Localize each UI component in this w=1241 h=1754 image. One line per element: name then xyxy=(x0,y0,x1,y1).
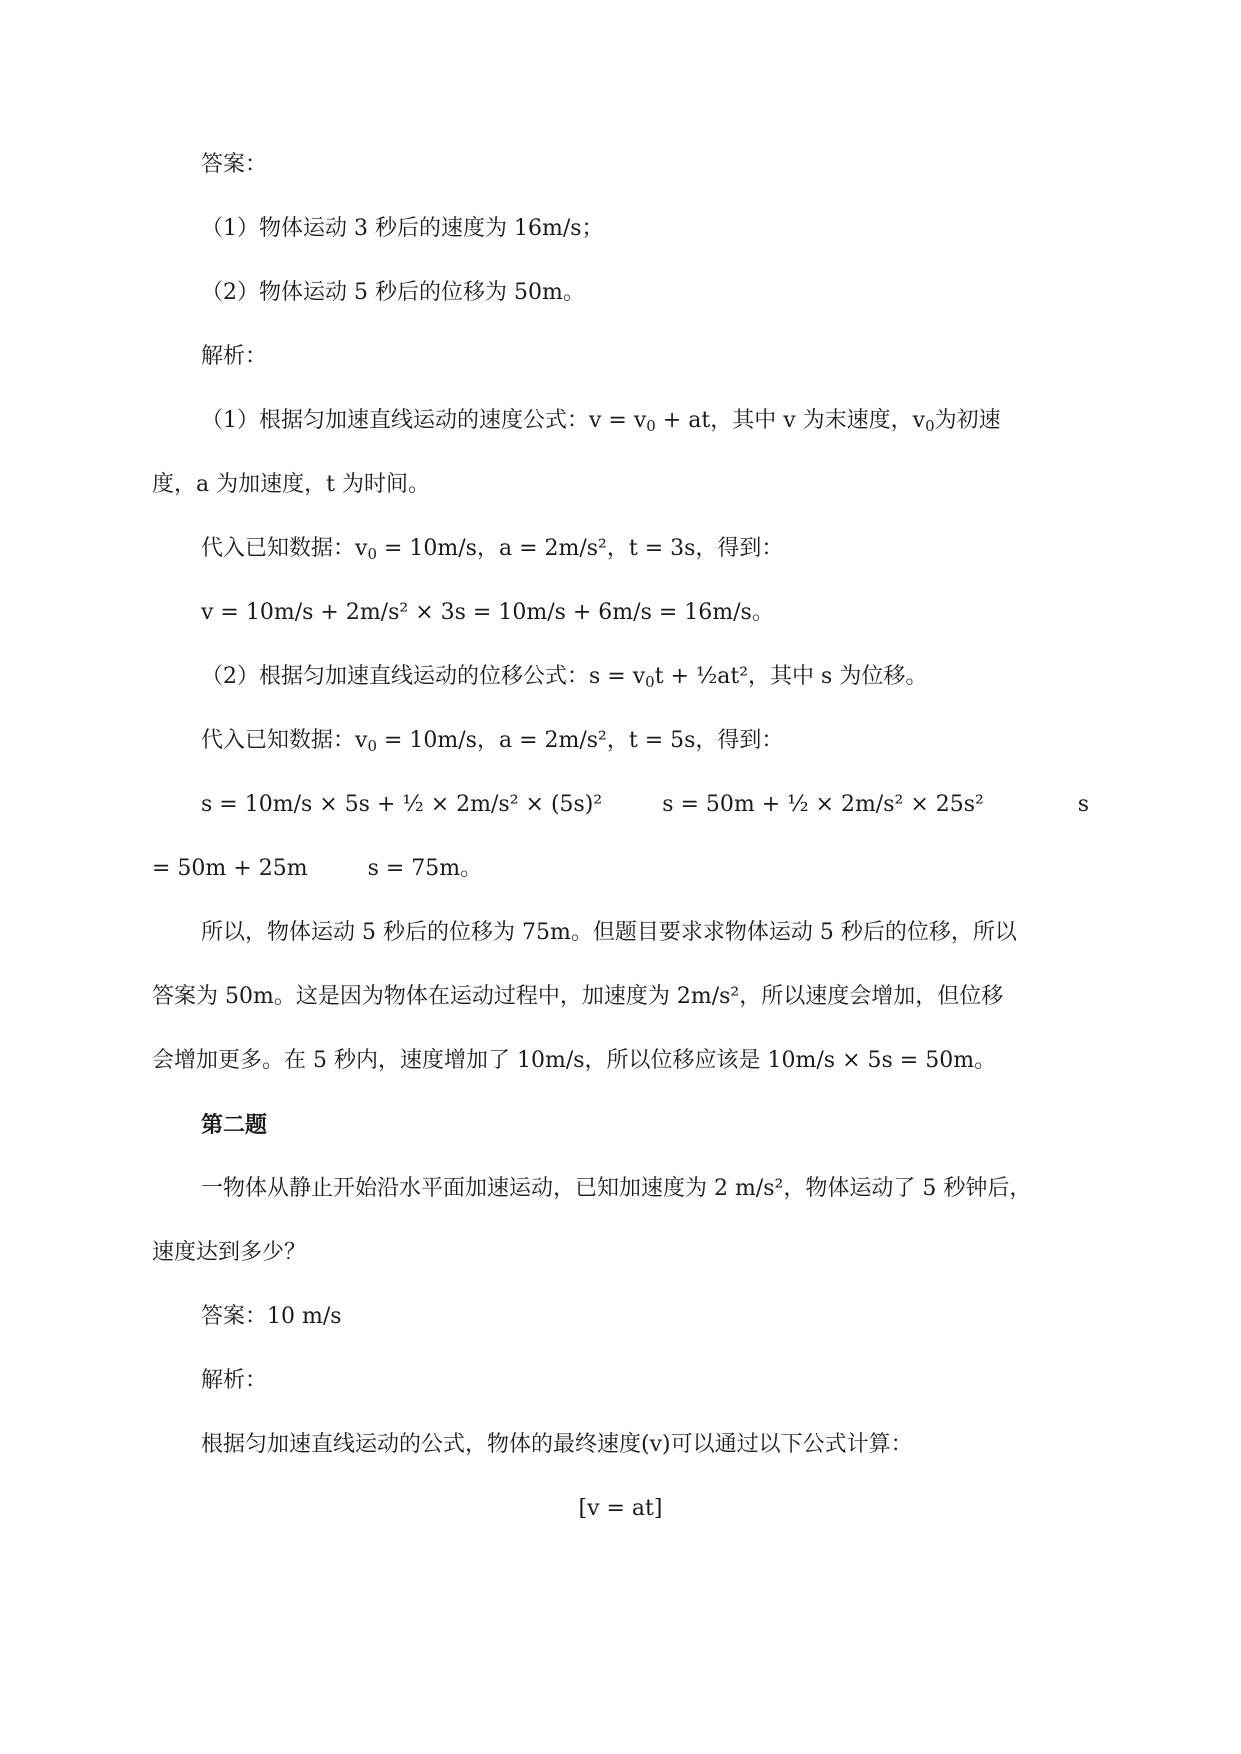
question-line-1: 一物体从静止开始沿水平面加速运动，已知加速度为 2 m/s²，物体运动了 5 秒钟后， xyxy=(201,1176,1032,1201)
displacement-calc-line xyxy=(201,790,1089,820)
section-heading: 第二题 xyxy=(201,1112,268,1138)
answer-2: （2）物体运动 5 秒后的位移为 50m。 xyxy=(201,280,585,305)
subscript: 0 xyxy=(367,737,377,755)
calc-step-3-start: s xyxy=(1077,792,1089,817)
question-line-2: 速度达到多少？ xyxy=(152,1240,307,1265)
text-segment: 代入已知数据：v xyxy=(201,536,368,561)
subscript: 0 xyxy=(645,673,655,691)
text-segment: 为初速 xyxy=(934,408,1001,433)
displacement-formula-line xyxy=(201,662,927,692)
velocity-calc: v = 10m/s + 2m/s² × 3s = 10m/s + 6m/s = 16m/s。 xyxy=(201,600,774,625)
analysis-2-label: 解析： xyxy=(201,1368,268,1393)
answer-2-text: 答案：10 m/s xyxy=(201,1304,342,1329)
text-segment: = 10m/s，a = 2m/s²，t = 3s，得到： xyxy=(376,536,784,561)
conclusion-line-1: 所以，物体运动 5 秒后的位移为 75m。但题目要求求物体运动 5 秒后的位移，所以 xyxy=(201,920,1017,945)
substitute-line-2 xyxy=(201,726,783,756)
text-segment: （1）根据匀加速直线运动的速度公式：v = v xyxy=(201,408,647,433)
text-segment: + at，其中 v 为末速度，v xyxy=(655,408,926,433)
text-segment: （2）根据匀加速直线运动的位移公式：s = v xyxy=(201,664,646,689)
text-segment: t + ½at²，其中 s 为位移。 xyxy=(654,664,928,689)
text-segment: 代入已知数据：v xyxy=(201,728,368,753)
velocity-formula-line xyxy=(201,406,1001,436)
subscript: 0 xyxy=(646,417,656,435)
formula-intro: 根据匀加速直线运动的公式，物体的最终速度(v)可以通过以下公式计算： xyxy=(201,1432,913,1457)
displacement-calc-line-cont xyxy=(152,854,482,884)
subscript: 0 xyxy=(367,545,377,563)
text-segment: = 10m/s，a = 2m/s²，t = 5s，得到： xyxy=(376,728,784,753)
answer-label: 答案： xyxy=(201,152,268,177)
velocity-formula-line-cont: 度，a 为加速度，t 为时间。 xyxy=(152,472,430,497)
calc-step-1: s = 10m/s × 5s + ½ × 2m/s² × (5s)² xyxy=(201,792,603,817)
calc-step-2: s = 50m + ½ × 2m/s² × 25s² xyxy=(662,792,984,817)
conclusion-line-3: 会增加更多。在 5 秒内，速度增加了 10m/s，所以位移应该是 10m/s × 5s = 50m。 xyxy=(152,1048,997,1073)
calc-step-4: s = 75m。 xyxy=(367,856,483,881)
formula-display: [v = at] xyxy=(578,1496,663,1521)
conclusion-line-2: 答案为 50m。这是因为物体在运动过程中，加速度为 2m/s²，所以速度会增加，但位移 xyxy=(152,984,1004,1009)
calc-step-3-end: = 50m + 25m xyxy=(152,856,308,881)
answer-1: （1）物体运动 3 秒后的速度为 16m/s； xyxy=(201,216,604,241)
analysis-label: 解析： xyxy=(201,344,268,369)
subscript: 0 xyxy=(925,417,935,435)
substitute-line-1 xyxy=(201,534,783,564)
